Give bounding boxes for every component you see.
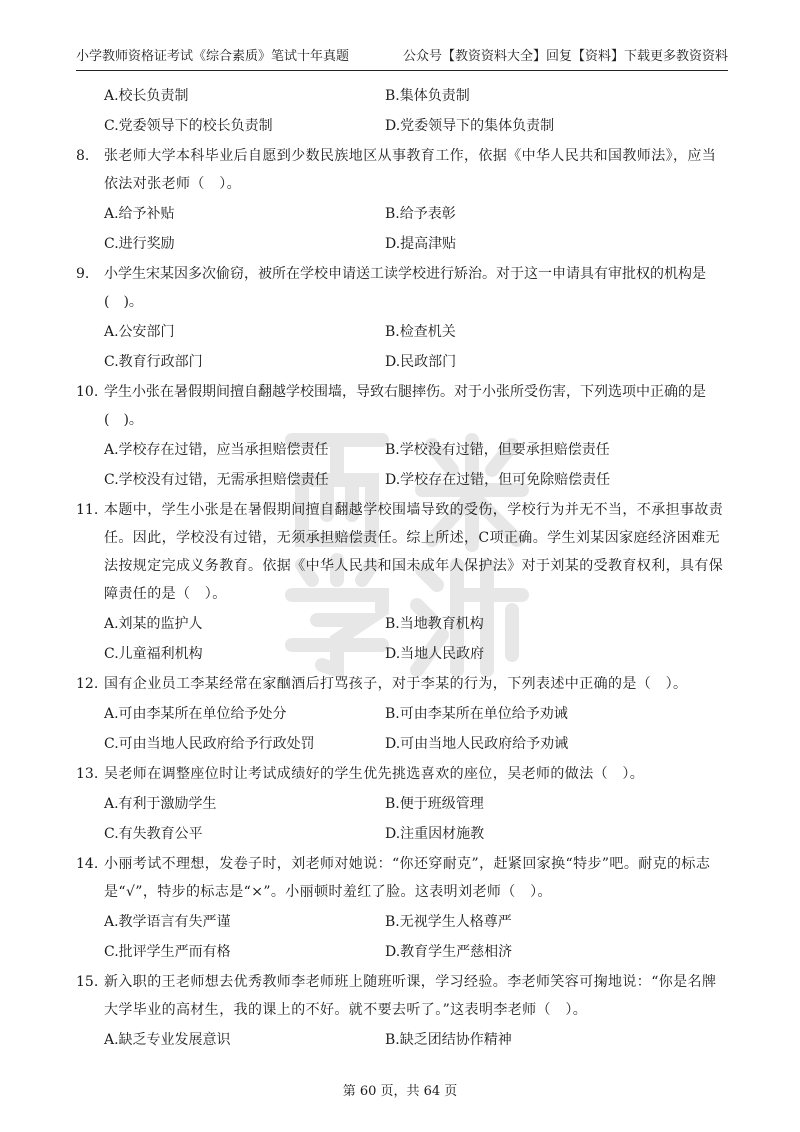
option-d: D.注重因材施教 <box>385 826 485 842</box>
option-d: D.学校存在过错，但可免除赔偿责任 <box>385 472 611 488</box>
option-b: B.给予表彰 <box>385 206 456 222</box>
option-b: B.学校没有过错，但要承担赔偿责任 <box>385 442 610 458</box>
option-row <box>76 1024 730 1054</box>
question-text: 小学生宋某因多次偷窃，被所在学校申请送工读学校进行矫治。对于这一申请具有审批权的机构是( )。 <box>104 266 706 310</box>
page-number: 第 60 页，共 64 页 <box>342 1084 458 1099</box>
question-number: 8. <box>76 148 90 164</box>
option-b: B.缺乏团结协作精神 <box>385 1032 512 1048</box>
question-15 <box>76 966 730 1024</box>
question-13 <box>76 758 730 788</box>
option-c: C.有失教育公平 <box>104 826 203 842</box>
question-number: 12. <box>76 676 99 692</box>
option-c: C.儿童福利机构 <box>104 646 203 662</box>
option-row <box>76 608 730 638</box>
option-a: A.可由李某所在单位给予处分 <box>104 706 287 722</box>
question-text: 本题中，学生小张是在暑假期间擅自翻越学校围墙导致的受伤，学校行为并无不当，不承担事故责任。因此，学校没有过错，无须承担赔偿责任。综上所述，C项正确。学生刘某因家庭经济困难无法按规定完成义务教育。依据《中华人民共和国未成年人保护法》对于刘某的受教育权利，具有保障责任的是（ ）。 <box>104 502 724 602</box>
option-d: D.民政部门 <box>385 354 457 370</box>
option-row <box>76 434 730 464</box>
question-number: 11. <box>76 502 99 518</box>
question-12 <box>76 668 730 698</box>
option-row <box>76 316 730 346</box>
option-b: B.检查机关 <box>385 324 456 340</box>
option-b: B.可由李某所在单位给予劝诫 <box>385 706 568 722</box>
page-header <box>76 46 728 71</box>
option-c: C.进行奖励 <box>104 236 175 252</box>
question-text: 学生小张在暑假期间擅自翻越学校围墙，导致右腿摔伤。对于小张所受伤害，下列选项中正确的是( )。 <box>104 384 706 428</box>
page-footer <box>0 1080 800 1099</box>
question-text: 张老师大学本科毕业后自愿到少数民族地区从事教育工作，依据《中华人民共和国教师法》，应当依法对张老师（ ）。 <box>104 148 717 192</box>
option-d: D.教育学生严慈相济 <box>385 944 513 960</box>
option-d: D.当地人民政府 <box>385 646 485 662</box>
option-d: D.提高津贴 <box>385 236 457 252</box>
option-b: B.当地教育机构 <box>385 616 484 632</box>
option-a: A.公安部门 <box>104 324 175 340</box>
option-c: C.教育行政部门 <box>104 354 203 370</box>
question-9 <box>76 258 730 316</box>
question-number: 15. <box>76 974 99 990</box>
question-text: 吴老师在调整座位时让考试成绩好的学生优先挑选喜欢的座位，吴老师的做法（ ）。 <box>104 766 645 782</box>
option-a: A.校长负责制 <box>104 88 189 104</box>
header-title: 小学教师资格证考试《综合素质》笔试十年真题 <box>76 49 350 64</box>
option-a: A.刘某的监护人 <box>104 616 203 632</box>
option-row <box>76 698 730 728</box>
option-b: B.无视学生人格尊严 <box>385 914 512 930</box>
option-c: C.批评学生严而有格 <box>104 944 231 960</box>
question-text: 新入职的王老师想去优秀教师李老师班上随班听课，学习经验。李老师笑容可掬地说：“你是名牌大学毕业的高材生，我的课上的不好。就不要去听了。”这表明李老师（ ）。 <box>104 974 717 1018</box>
option-c: C.可由当地人民政府给予行政处罚 <box>104 736 315 752</box>
option-row <box>76 788 730 818</box>
option-d: D.可由当地人民政府给予劝诫 <box>385 736 569 752</box>
option-a: A.教学语言有失严谨 <box>104 914 231 930</box>
option-b: B.集体负责制 <box>385 88 470 104</box>
header-promo: 公众号【教资资料大全】回复【资料】下载更多教资资料 <box>402 49 728 64</box>
option-row <box>76 80 730 110</box>
option-row <box>76 728 730 758</box>
question-list <box>76 80 730 1054</box>
option-row <box>76 818 730 848</box>
option-a: A.缺乏专业发展意识 <box>104 1032 231 1048</box>
question-number: 9. <box>76 266 90 282</box>
option-d: D.党委领导下的集体负责制 <box>385 118 555 134</box>
option-row <box>76 228 730 258</box>
option-c: C.学校没有过错，无需承担赔偿责任 <box>104 472 329 488</box>
option-c: C.党委领导下的校长负责制 <box>104 118 273 134</box>
option-a: A.给予补贴 <box>104 206 175 222</box>
question-number: 14. <box>76 856 99 872</box>
question-11 <box>76 494 730 608</box>
question-number: 13. <box>76 766 99 782</box>
option-row <box>76 906 730 936</box>
question-number: 10. <box>76 384 99 400</box>
question-text: 小丽考试不理想，发卷子时，刘老师对她说：“你还穿耐克”，赶紧回家换“特步”吧。耐克的标志是“√”，特步的标志是“×”。小丽顿时羞红了脸。这表明刘老师（ ）。 <box>104 856 711 900</box>
option-row <box>76 346 730 376</box>
option-a: A.学校存在过错，应当承担赔偿责任 <box>104 442 329 458</box>
option-row <box>76 198 730 228</box>
question-14 <box>76 848 730 906</box>
option-row <box>76 464 730 494</box>
question-10 <box>76 376 730 434</box>
option-row <box>76 638 730 668</box>
option-row <box>76 936 730 966</box>
option-a: A.有利于激励学生 <box>104 796 217 812</box>
option-row <box>76 110 730 140</box>
option-b: B.便于班级管理 <box>385 796 484 812</box>
question-text: 国有企业员工李某经常在家酗酒后打骂孩子，对于李某的行为，下列表述中正确的是（ ）。 <box>104 676 688 692</box>
question-8 <box>76 140 730 198</box>
